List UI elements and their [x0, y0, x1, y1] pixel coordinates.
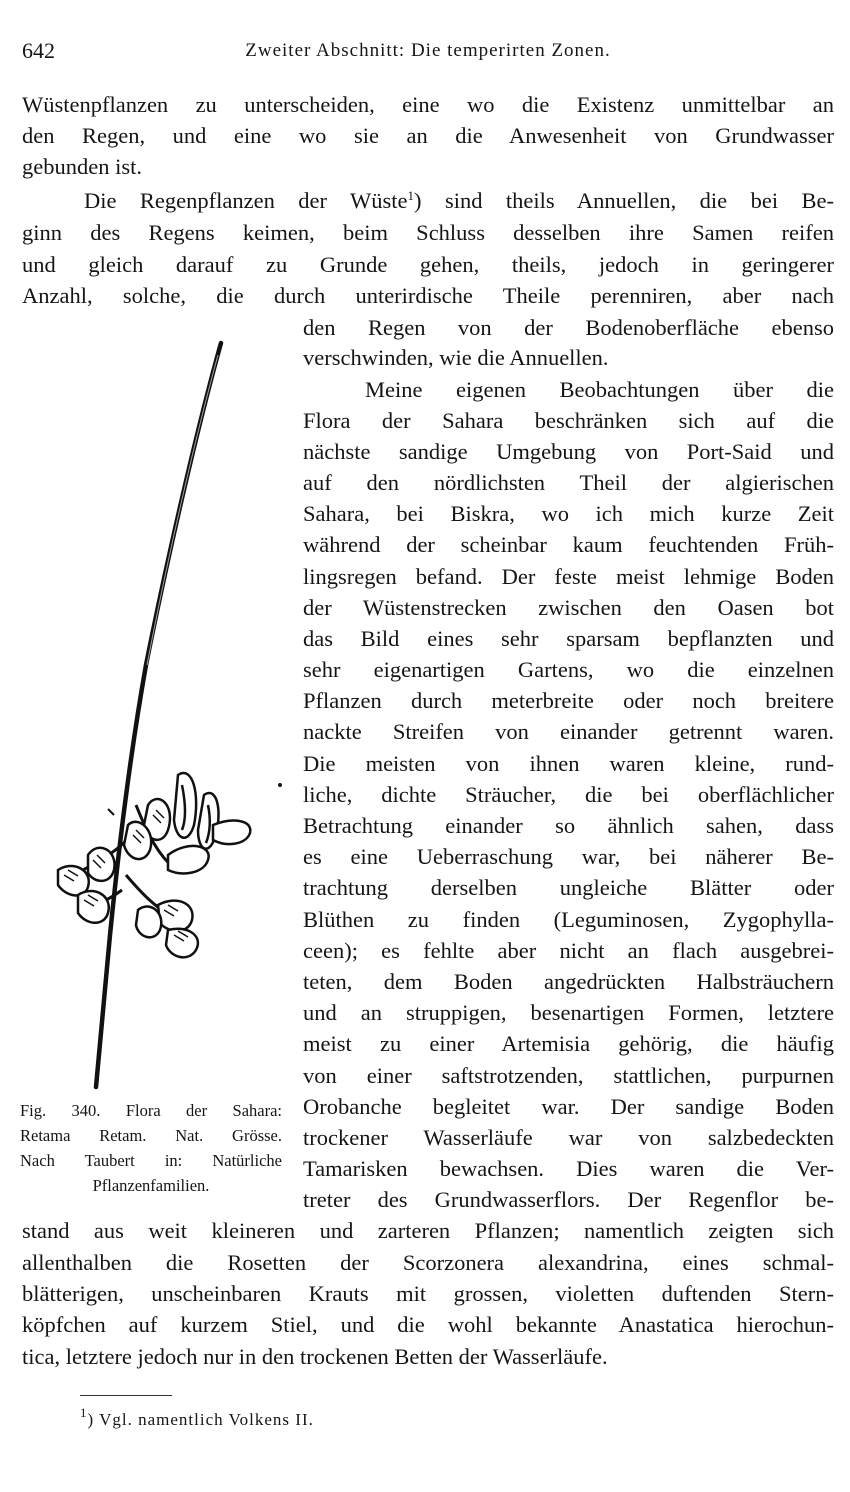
plant-illustration	[18, 335, 288, 1095]
body-text: ) sind theils Annuellen, die bei Be-	[414, 188, 834, 213]
figure-caption-line: Retama Retam. Nat. Grösse.	[20, 1126, 282, 1145]
body-text: Die Regenpflanzen der Wüste	[84, 188, 408, 213]
body-line: während der scheinbar kaum feuchtenden Früh-	[303, 532, 834, 557]
body-line: stand aus weit kleineren und zarteren Pflanzen; namentlich zeigten sich	[22, 1218, 834, 1243]
body-line: Orobanche begleitet war. Der sandige Boden	[303, 1094, 834, 1119]
body-line: das Bild eines sehr sparsam bepflanzten und	[303, 626, 834, 651]
body-line: ceen); es fehlte aber nicht an flach ausgebrei-	[303, 938, 834, 963]
figure-caption-line: Pflanzenfamilien.	[92, 1176, 210, 1195]
body-line: den Regen, und eine wo sie an die Anwesenheit von Grundwasser	[22, 123, 834, 148]
body-line: der Wüstenstrecken zwischen den Oasen bot	[303, 595, 834, 620]
body-line: Die meisten von ihnen waren kleine, rund-	[303, 751, 834, 776]
page-header	[22, 38, 834, 68]
footnote	[80, 1405, 314, 1430]
body-line: verschwinden, wie die Annuellen.	[303, 345, 609, 370]
footnote-marker: 1	[407, 188, 415, 203]
body-line: Wüstenpflanzen zu unterscheiden, eine wo die Existenz unmittelbar an	[22, 92, 834, 117]
body-line: sehr eigenartigen Gartens, wo die einzelnen	[303, 657, 834, 682]
body-line: köpfchen auf kurzem Stiel, und die wohl bekannte Anastatica hierochun-	[22, 1312, 834, 1337]
body-line: nächste sandige Umgebung von Port-Said und	[303, 439, 834, 464]
body-line: ginn des Regens keimen, beim Schluss desselben ihre Samen reifen	[22, 220, 834, 245]
body-line: Sahara, bei Biskra, wo ich mich kurze Zeit	[303, 501, 834, 526]
body-line: liche, dichte Sträucher, die bei oberflächlicher	[303, 782, 834, 807]
running-head: Zweiter Abschnitt: Die temperirten Zonen.	[245, 40, 611, 61]
body-line: Blüthen zu finden (Leguminosen, Zygophylla-	[303, 907, 834, 932]
figure-caption-line: Fig. 340. Flora der Sahara:	[20, 1101, 282, 1120]
body-line: auf den nördlichsten Theil der algierischen	[303, 470, 834, 495]
body-line: von einer saftstrotzenden, stattlichen, purpurnen	[303, 1063, 834, 1088]
footnote-marker: 1	[80, 1405, 88, 1420]
footnote-text: ) Vgl. namentlich Volkens II.	[87, 1410, 314, 1429]
body-line: nackte Streifen von einander getrennt waren.	[303, 719, 834, 744]
body-line: Meine eigenen Beobachtungen über die	[365, 377, 834, 402]
body-line: Anzahl, solche, die durch unterirdische Theile perenniren, aber nach	[22, 283, 834, 308]
body-line: allenthalben die Rosetten der Scorzonera alexandrina, eines schmal-	[22, 1250, 834, 1275]
body-line: tica, letztere jedoch nur in den trockenen Betten der Wasserläufe.	[22, 1344, 608, 1369]
page-number: 642	[22, 38, 55, 63]
body-line: den Regen von der Bodenoberfläche ebenso	[303, 315, 834, 340]
footnote-rule	[80, 1395, 172, 1396]
body-line: und an struppigen, besenartigen Formen, letztere	[303, 1000, 834, 1025]
figure-caption-line: Nach Taubert in: Natürliche	[20, 1151, 282, 1170]
body-line: trockener Wasserläufe war von salzbedeckten	[303, 1125, 834, 1150]
body-line: und gleich darauf zu Grunde gehen, theils, jedoch in geringerer	[22, 252, 834, 277]
body-line: Betrachtung einander so ähnlich sahen, dass	[303, 813, 834, 838]
body-line: meist zu einer Artemisia gehörig, die häufig	[303, 1031, 834, 1056]
body-line: lingsregen befand. Der feste meist lehmige Boden	[303, 564, 834, 589]
body-line: Pflanzen durch meterbreite oder noch breitere	[303, 688, 834, 713]
body-line: gebunden ist.	[22, 154, 142, 179]
body-line: trachtung derselben ungleiche Blätter oder	[303, 875, 834, 900]
body-line	[22, 186, 834, 216]
body-line: es eine Ueberraschung war, bei näherer Be-	[303, 844, 834, 869]
body-line: Tamarisken bewachsen. Dies waren die Ver-	[303, 1156, 834, 1181]
body-line: Flora der Sahara beschränken sich auf die	[303, 408, 834, 433]
body-line: teten, dem Boden angedrückten Halbsträuchern	[303, 969, 834, 994]
body-line: blätterigen, unscheinbaren Krauts mit grossen, violetten duftenden Stern-	[22, 1281, 834, 1306]
body-line: treter des Grundwasserflors. Der Regenflor be-	[303, 1187, 834, 1212]
